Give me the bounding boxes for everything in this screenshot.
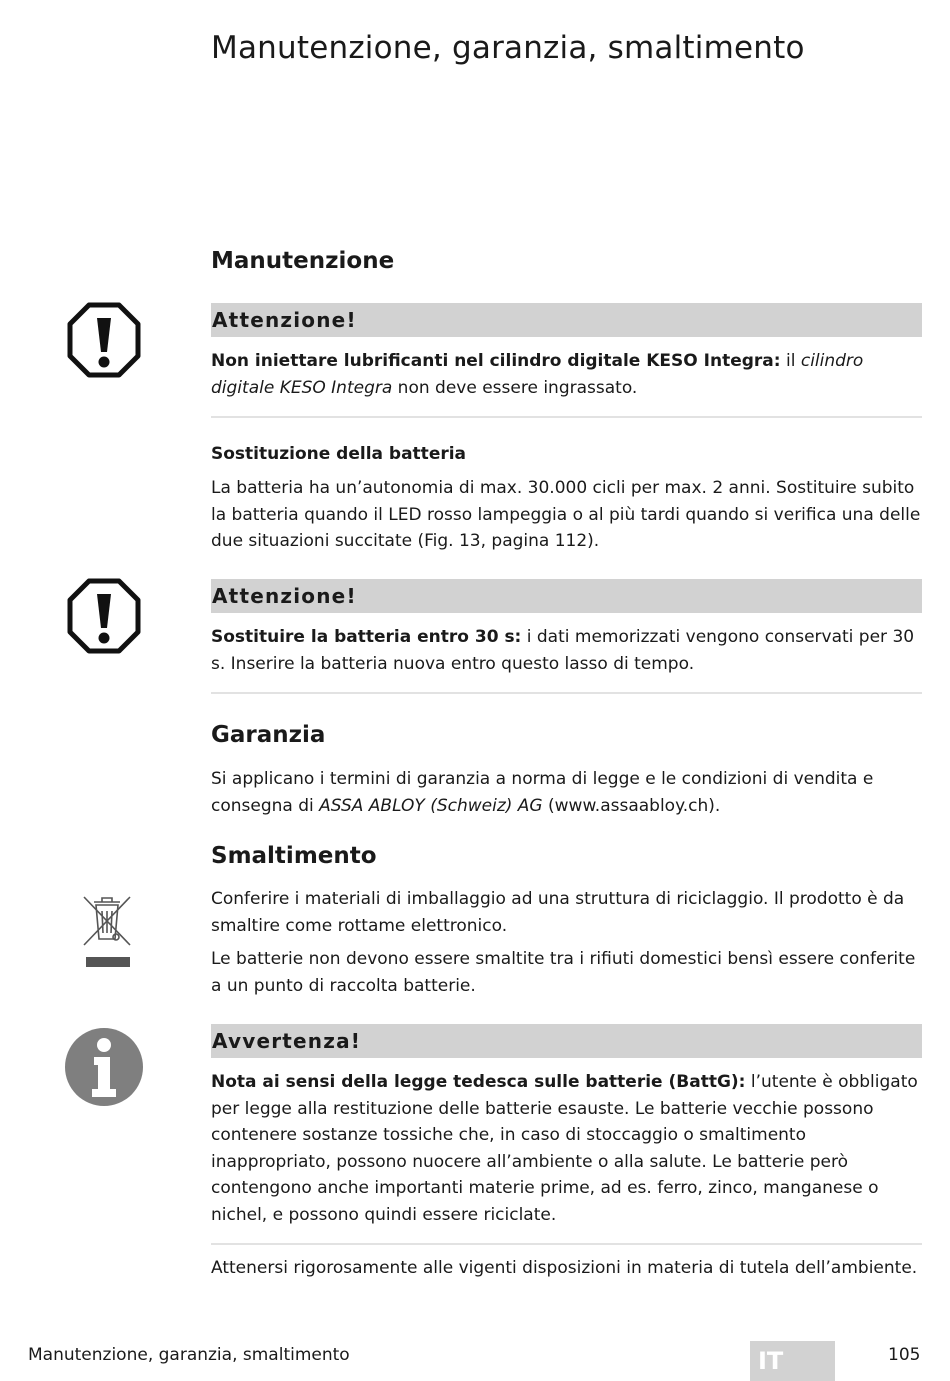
disposal-packaging-text: Conferire i materiali di imballaggio ad una struttura di riciclaggio. Il prodotto è da smaltire come rottame elettronico. [211, 889, 905, 936]
page-title: Manutenzione, garanzia, smaltimento [211, 30, 805, 66]
section-heading-disposal: Smaltimento [211, 843, 377, 869]
warning-octagon-icon [67, 302, 141, 378]
section-heading-warranty: Garanzia [211, 722, 326, 748]
notice-label-bar: Avvertenza! [211, 1024, 922, 1058]
warranty-text: Si applicano i termini di garanzia a norma di legge e le condizioni di vendita e consegna di ASSA ABLOY (Schweiz) AG (www.assaabloy.ch). [211, 769, 874, 816]
crossed-out-wheelie-bin-icon [82, 893, 134, 971]
divider [211, 1243, 922, 1245]
battery-law-notice-text: Nota ai sensi della legge tedesca sulle batterie (BattG): l’utente è obbligato per legge alla restituzione delle batterie esauste. Le batterie vecchie possono contenere sostanze tossiche che, in caso di stoccaggio o smaltimento inappropriato, possono nuocere all’ambiente o alla salute. Le batterie però contengono anche importanti materie prime, ad es. ferro, zinco, manganese o nichel, e possono quindi essere riciclate. [211, 1072, 918, 1225]
footer-section-title: Manutenzione, garanzia, smaltimento [28, 1345, 350, 1365]
caution-label-bar: Attenzione! [211, 579, 922, 613]
divider [211, 416, 922, 418]
disposal-battery-text: Le batterie non devono essere smaltite tra i rifiuti domestici bensì essere conferite a un punto di raccolta batterie. [211, 949, 916, 996]
language-tab: IT [750, 1341, 835, 1381]
page-number: 105 [888, 1345, 921, 1365]
battery-timing-warning-text: Sostituire la batteria entro 30 s: i dati memorizzati vengono conservati per 30 s. Inserire la batteria nuova entro questo lasso di tempo. [211, 627, 915, 674]
environmental-compliance-text: Attenersi rigorosamente alle vigenti disposizioni in materia di tutela dell’ambiente. [211, 1258, 918, 1278]
warning-octagon-icon [67, 578, 141, 654]
section-heading-maintenance: Manutenzione [211, 248, 395, 274]
battery-replacement-heading: Sostituzione della batteria [211, 444, 467, 464]
battery-replacement-text: La batteria ha un’autonomia di max. 30.000 cicli per max. 2 anni. Sostituire subito la batteria quando il LED rosso lampeggia o al più tardi quando si verifica una delle due situazioni succitate (Fig. 13, pagina 112). [211, 478, 921, 551]
info-circle-icon [64, 1027, 144, 1107]
caution-label-bar: Attenzione! [211, 303, 922, 337]
divider [211, 692, 922, 694]
lubricant-warning-text: Non iniettare lubrificanti nel cilindro digitale KESO Integra: il cilindro digitale KESO Integra non deve essere ingrassato. [211, 351, 864, 398]
